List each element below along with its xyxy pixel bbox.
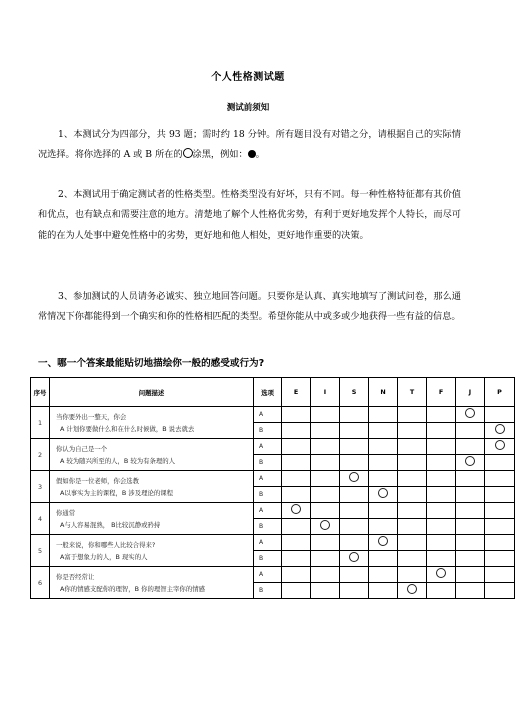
empty-cell (456, 583, 485, 599)
header-type-p: P (485, 378, 515, 407)
table-header-row (31, 378, 515, 407)
empty-cell (282, 567, 311, 583)
empty-cell (427, 407, 456, 423)
question-choices: A 计划你要做什么和在什么时候做，B 说去就去 (60, 424, 195, 433)
answer-circle-icon[interactable] (495, 440, 505, 450)
question-text: 你通常 (56, 508, 76, 517)
empty-cell (282, 535, 311, 551)
empty-cell (282, 519, 311, 535)
empty-cell (398, 439, 427, 455)
instruction-paragraph-1 (38, 125, 461, 166)
empty-cell (398, 535, 427, 551)
empty-cell (369, 407, 398, 423)
answer-bubble-cell[interactable] (340, 551, 369, 567)
page-subtitle: 测试前须知 (226, 103, 270, 113)
answer-circle-icon[interactable] (378, 536, 388, 546)
question-text: 当你要外出一整天，你会 (56, 412, 127, 421)
empty-cell (311, 487, 340, 503)
answer-bubble-cell[interactable] (369, 487, 398, 503)
empty-cell (398, 407, 427, 423)
option-label: B (254, 551, 282, 567)
answer-bubble-cell[interactable] (485, 439, 515, 455)
empty-cell (485, 551, 515, 567)
empty-circle-icon (183, 148, 193, 158)
answer-bubble-cell[interactable] (485, 423, 515, 439)
question-description (50, 503, 254, 535)
empty-cell (427, 487, 456, 503)
empty-cell (427, 519, 456, 535)
table-row (31, 567, 515, 583)
empty-cell (456, 519, 485, 535)
empty-cell (398, 471, 427, 487)
answer-bubble-cell[interactable] (456, 407, 485, 423)
option-label: A (254, 567, 282, 583)
option-label: A (254, 503, 282, 519)
header-type-e: E (282, 378, 311, 407)
answer-bubble-cell[interactable] (369, 535, 398, 551)
empty-cell (485, 455, 515, 471)
empty-cell (398, 519, 427, 535)
empty-cell (456, 567, 485, 583)
question-text: 你是否经常让 (56, 572, 95, 581)
instruction-paragraph-3: 3、参加测试的人员请务必诚实、独立地回答问题。只要你是认真、真实地填写了测试问卷，那么通常情况下你都能得到一个确实和你的性格相匹配的类型。希望你能从中或多或少地获得一些有益的信息。 (38, 291, 461, 323)
header-type-j: J (456, 378, 485, 407)
paragraph-1-text-c: 。 (255, 149, 265, 161)
answer-bubble-cell[interactable] (340, 471, 369, 487)
empty-cell (282, 583, 311, 599)
question-text: 一般来说，你和哪些人比较合得来? (56, 540, 156, 549)
question-choices: A富于想象力的人，B 现实的人 (60, 552, 148, 561)
empty-cell (456, 535, 485, 551)
empty-cell (427, 583, 456, 599)
empty-cell (311, 407, 340, 423)
empty-cell (282, 455, 311, 471)
empty-cell (398, 423, 427, 439)
empty-cell (485, 471, 515, 487)
answer-circle-icon[interactable] (465, 456, 475, 466)
empty-cell (369, 503, 398, 519)
question-description (50, 439, 254, 471)
question-description (50, 407, 254, 439)
empty-cell (398, 503, 427, 519)
empty-cell (311, 503, 340, 519)
answer-bubble-cell[interactable] (311, 519, 340, 535)
empty-cell (427, 439, 456, 455)
empty-cell (340, 407, 369, 423)
section-title: 一、哪一个答案最能贴切地描绘你一般的感受或行为? (38, 358, 265, 369)
empty-cell (282, 551, 311, 567)
empty-cell (369, 583, 398, 599)
empty-cell (369, 439, 398, 455)
paragraph-1-text-b: 涂黑，例如： (192, 149, 248, 161)
empty-cell (398, 487, 427, 503)
instruction-paragraph-2: 2、本测试用于确定测试者的性格类型。性格类型没有好坏，只有不同。每一种性格特征都有其价值和优点，也有缺点和需要注意的地方。清楚地了解个人性格优劣势，有利于更好地发挥个人特长，而尽可能的在为人处事中避免性格中的劣势，更好地和他人相处，更好地作重要的决策。 (38, 189, 461, 241)
answer-circle-icon[interactable] (291, 504, 301, 514)
filled-circle-icon (248, 150, 256, 158)
question-choices: A你的情感支配你的理智，B 你的理智主宰你的情感 (60, 584, 205, 593)
question-description (50, 535, 254, 567)
option-label: A (254, 439, 282, 455)
answer-bubble-cell[interactable] (398, 583, 427, 599)
empty-cell (456, 551, 485, 567)
empty-cell (456, 423, 485, 439)
answer-bubble-cell[interactable] (456, 455, 485, 471)
empty-cell (456, 503, 485, 519)
empty-cell (427, 503, 456, 519)
header-num: 序号 (31, 378, 50, 407)
empty-cell (485, 583, 515, 599)
header-desc: 问题描述 (50, 378, 254, 407)
question-number: 1 (31, 407, 50, 439)
option-label: B (254, 487, 282, 503)
answer-circle-icon[interactable] (436, 568, 446, 578)
question-description (50, 567, 254, 599)
option-label: B (254, 423, 282, 439)
empty-cell (369, 423, 398, 439)
empty-cell (311, 455, 340, 471)
empty-cell (369, 551, 398, 567)
empty-cell (282, 439, 311, 455)
empty-cell (398, 455, 427, 471)
question-description (50, 471, 254, 503)
empty-cell (427, 535, 456, 551)
answer-circle-icon[interactable] (495, 424, 505, 434)
paragraph-1-text-a: 1、本测试分为四部分，共 93 题；需时约 18 分钟。所有题目没有对错之分，请根据自己的实际情况选择。将你选择的 A 或 B 所在的 (38, 129, 461, 161)
question-table (30, 377, 515, 599)
empty-cell (456, 439, 485, 455)
question-choices: A 较为随兴所至的人，B 较为有条理的人 (60, 456, 176, 465)
empty-cell (340, 519, 369, 535)
empty-cell (311, 535, 340, 551)
header-type-i: I (311, 378, 340, 407)
option-label: B (254, 583, 282, 599)
empty-cell (340, 567, 369, 583)
option-label: A (254, 535, 282, 551)
question-number: 4 (31, 503, 50, 535)
empty-cell (311, 471, 340, 487)
question-text: 你认为自己是一个 (56, 444, 108, 453)
empty-cell (311, 583, 340, 599)
empty-cell (282, 471, 311, 487)
empty-cell (340, 535, 369, 551)
question-number: 2 (31, 439, 50, 471)
question-text: 假如你是一位老师，你会选教 (56, 476, 140, 485)
empty-cell (369, 519, 398, 535)
empty-cell (485, 535, 515, 551)
answer-circle-icon[interactable] (320, 520, 330, 530)
empty-cell (456, 471, 485, 487)
question-table-body (31, 407, 515, 599)
question-choices: A以事实为主的课程，B 涉及理论的课程 (60, 488, 174, 497)
empty-cell (485, 407, 515, 423)
empty-cell (340, 455, 369, 471)
table-row (31, 503, 515, 519)
empty-cell (369, 567, 398, 583)
question-number: 3 (31, 471, 50, 503)
header-type-n: N (369, 378, 398, 407)
empty-cell (282, 423, 311, 439)
answer-bubble-cell[interactable] (282, 503, 311, 519)
answer-circle-icon[interactable] (349, 552, 359, 562)
answer-circle-icon[interactable] (407, 584, 417, 594)
table-row (31, 407, 515, 423)
answer-circle-icon[interactable] (378, 488, 388, 498)
empty-cell (311, 423, 340, 439)
empty-cell (369, 471, 398, 487)
empty-cell (398, 551, 427, 567)
empty-cell (427, 471, 456, 487)
empty-cell (398, 567, 427, 583)
answer-circle-icon[interactable] (349, 472, 359, 482)
option-label: B (254, 519, 282, 535)
empty-cell (427, 423, 456, 439)
question-number: 5 (31, 535, 50, 567)
table-row (31, 439, 515, 455)
question-number: 6 (31, 567, 50, 599)
empty-cell (311, 551, 340, 567)
empty-cell (340, 503, 369, 519)
question-choices: A与人容易混熟， B比较沉静或矜持 (60, 520, 161, 529)
empty-cell (456, 487, 485, 503)
empty-cell (485, 567, 515, 583)
table-row (31, 535, 515, 551)
empty-cell (485, 487, 515, 503)
header-option: 选项 (254, 378, 282, 407)
empty-cell (311, 567, 340, 583)
empty-cell (340, 423, 369, 439)
empty-cell (282, 487, 311, 503)
empty-cell (427, 455, 456, 471)
empty-cell (427, 551, 456, 567)
option-label: B (254, 455, 282, 471)
empty-cell (340, 487, 369, 503)
answer-bubble-cell[interactable] (427, 567, 456, 583)
empty-cell (485, 519, 515, 535)
answer-circle-icon[interactable] (465, 408, 475, 418)
header-type-s: S (340, 378, 369, 407)
page-title: 个人性格测试题 (211, 72, 285, 83)
empty-cell (340, 439, 369, 455)
table-row (31, 471, 515, 487)
empty-cell (282, 407, 311, 423)
empty-cell (369, 455, 398, 471)
empty-cell (340, 583, 369, 599)
option-label: A (254, 471, 282, 487)
option-label: A (254, 407, 282, 423)
header-type-t: T (398, 378, 427, 407)
empty-cell (485, 503, 515, 519)
header-type-f: F (427, 378, 456, 407)
empty-cell (311, 439, 340, 455)
